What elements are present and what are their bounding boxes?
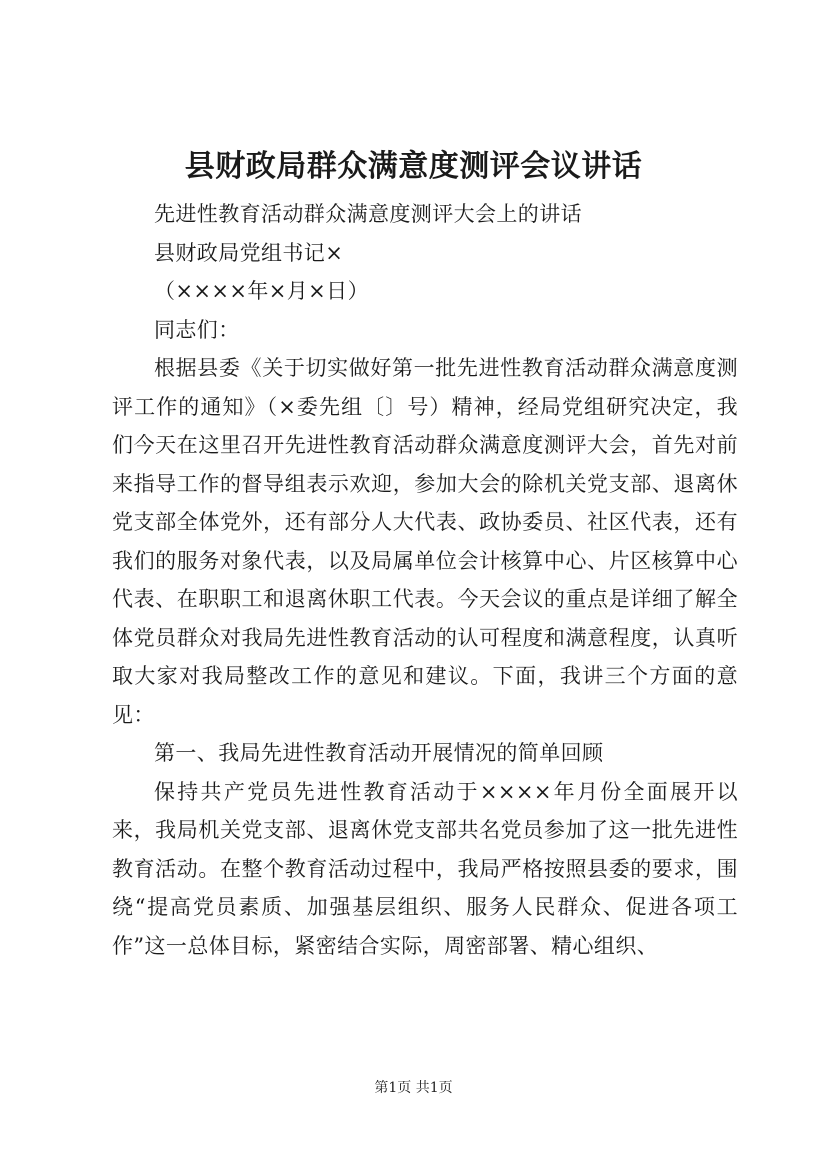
page-footer: 第1页 共1页 <box>374 1080 453 1096</box>
body-paragraph: 根据县委《关于切实做好第一批先进性教育活动群众满意度测评工作的通知》（×委先组〔〕号）精神，经局党组研究决定，我们今天在这里召开先进性教育活动群众满意度测评大会，首先对前来指导工作的督导组表示欢迎，参加大会的除机关党支部、退离休党支部全体党外，还有部分人大代表、政协委员、社区代表，还有我们的服务对象代表，以及局属单位会计核算中心、片区核算中心代表、在职职工和退离休职工代表。今天会议的重点是详细了解全体党员群众对我局先进性教育活动的认可程度和满意程度，认真听取大家对我局整改工作的意见和建议。下面，我讲三个方面的意见： <box>112 356 738 727</box>
section-heading: 第一、我局先进性教育活动开展情况的简单回顾 <box>154 741 604 765</box>
salutation-paragraph: 同志们： <box>154 317 240 342</box>
date-paragraph: （××××年×月×日） <box>154 279 369 303</box>
speaker-paragraph: 县财政局党组书记× <box>154 240 344 265</box>
document-body <box>112 195 738 965</box>
body-paragraph: 保持共产党员先进性教育活动于××××年月份全面展开以来，我局机关党支部、退离休党支部共名党员参加了这一批先进性教育活动。在整个教育活动过程中，我局严格按照县委的要求，围绕“提高党员素质、加强基层组织、服务人民群众、促进各项工作”这一总体目标，紧密结合实际，周密部署、精心组织、 <box>112 779 738 958</box>
subtitle-paragraph: 先进性教育活动群众满意度测评大会上的讲话 <box>154 202 582 226</box>
document-title: 县财政局群众满意度测评会议讲话 <box>184 149 643 184</box>
